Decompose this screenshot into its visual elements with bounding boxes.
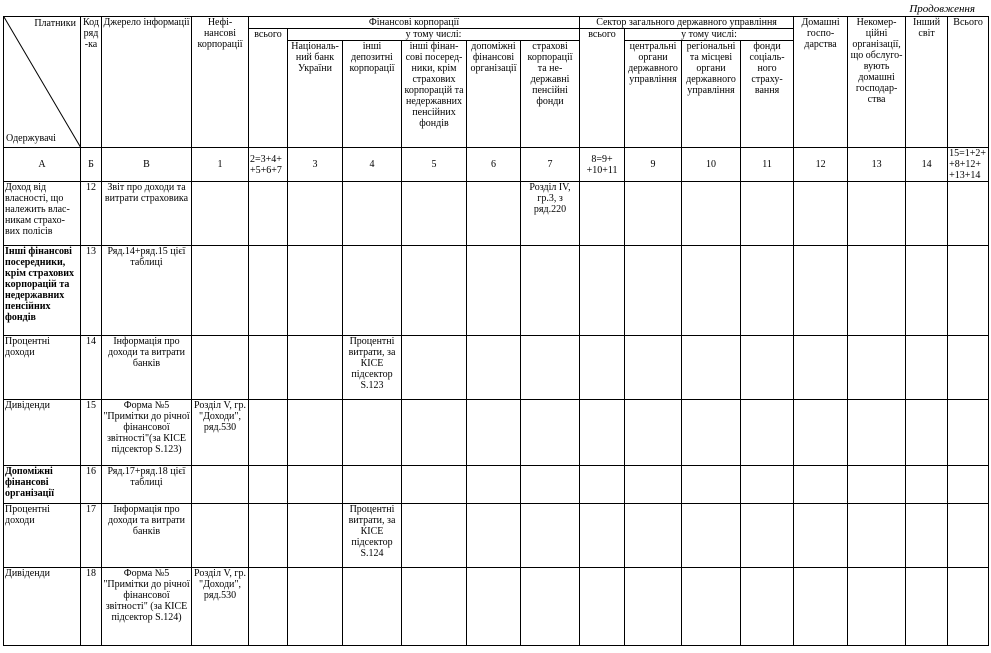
row-label: Дивіденди bbox=[4, 568, 81, 646]
table-cell bbox=[741, 466, 794, 504]
table-cell bbox=[625, 400, 682, 466]
table-cell bbox=[288, 504, 343, 568]
table-row bbox=[4, 246, 989, 336]
row-label: Інші фінансові посередники, крім страхових корпорацій та недержавних пенсійних фондів bbox=[4, 246, 81, 336]
table-cell bbox=[682, 246, 741, 336]
index-cell: 10 bbox=[682, 148, 741, 182]
cell-deposit bbox=[343, 246, 402, 336]
table-cell bbox=[682, 466, 741, 504]
regional-gov-header: регіональні та місцеві органи державного управління bbox=[682, 41, 741, 148]
table-cell bbox=[467, 400, 521, 466]
table-cell bbox=[948, 504, 989, 568]
table-cell bbox=[906, 568, 948, 646]
index-cell: Б bbox=[81, 148, 102, 182]
table-cell bbox=[402, 182, 467, 246]
table-cell bbox=[288, 466, 343, 504]
fin-total-header: всього bbox=[249, 29, 288, 148]
table-cell bbox=[467, 246, 521, 336]
cell-nonfin bbox=[192, 466, 249, 504]
header-corner bbox=[4, 17, 81, 148]
continuation-label: Продовження bbox=[909, 3, 975, 15]
table-cell bbox=[249, 246, 288, 336]
table-cell bbox=[906, 466, 948, 504]
insurance-header: страхові корпорації та не-державні пенсійні фонди bbox=[521, 41, 580, 148]
table-cell bbox=[249, 336, 288, 400]
index-cell: 7 bbox=[521, 148, 580, 182]
table-cell bbox=[948, 400, 989, 466]
cell-nonfin: Розділ V, гр. "Доходи", ряд.530 bbox=[192, 568, 249, 646]
table-row bbox=[4, 466, 989, 504]
index-cell: 13 bbox=[848, 148, 906, 182]
table-cell bbox=[402, 504, 467, 568]
table-cell bbox=[625, 504, 682, 568]
payers-label: Платники bbox=[34, 18, 76, 29]
table-cell bbox=[625, 336, 682, 400]
table-cell bbox=[948, 336, 989, 400]
table-cell bbox=[402, 466, 467, 504]
table-cell bbox=[948, 466, 989, 504]
cell-deposit bbox=[343, 182, 402, 246]
index-cell: 11 bbox=[741, 148, 794, 182]
cell-insurance bbox=[521, 466, 580, 504]
table-cell bbox=[794, 400, 848, 466]
deposit-corp-header: інші депозитні корпорації bbox=[343, 41, 402, 148]
cell-nonfin bbox=[192, 336, 249, 400]
table-cell bbox=[741, 336, 794, 400]
table-cell bbox=[625, 246, 682, 336]
table-cell bbox=[906, 504, 948, 568]
table-row bbox=[4, 336, 989, 400]
table-cell bbox=[402, 246, 467, 336]
cell-nonfin bbox=[192, 182, 249, 246]
rest-of-world-header: Інший світ bbox=[906, 17, 948, 148]
social-fund-header: фонди соціаль-ного страху-вання bbox=[741, 41, 794, 148]
table-cell bbox=[249, 182, 288, 246]
index-cell: 9 bbox=[625, 148, 682, 182]
row-label: Дивіденди bbox=[4, 400, 81, 466]
table-cell bbox=[741, 568, 794, 646]
table-cell bbox=[249, 504, 288, 568]
row-code: 12 bbox=[81, 182, 102, 246]
row-code: 18 bbox=[81, 568, 102, 646]
source-header: Джерело інформації bbox=[102, 17, 192, 148]
table-cell bbox=[580, 246, 625, 336]
table-cell bbox=[906, 336, 948, 400]
table-cell bbox=[580, 466, 625, 504]
cell-insurance: Розділ IV, гр.3, з ряд.220 bbox=[521, 182, 580, 246]
cell-deposit bbox=[343, 400, 402, 466]
table-cell bbox=[402, 336, 467, 400]
row-source: Ряд.14+ряд.15 цієї таблиці bbox=[102, 246, 192, 336]
index-cell: 8=9+ +10+11 bbox=[580, 148, 625, 182]
cell-insurance bbox=[521, 400, 580, 466]
gov-incl-header: у тому числі: bbox=[625, 29, 794, 41]
index-cell: 3 bbox=[288, 148, 343, 182]
table-cell bbox=[249, 466, 288, 504]
total-header: Всього bbox=[948, 17, 989, 148]
row-code: 17 bbox=[81, 504, 102, 568]
row-source: Ряд.17+ряд.18 цієї таблиці bbox=[102, 466, 192, 504]
cell-deposit: Процентні витрати, за КІСЕ підсектор S.123 bbox=[343, 336, 402, 400]
table-cell bbox=[682, 182, 741, 246]
other-fin-header: інші фінан-сові посеред-ники, крім страхових корпорацій та недержавних пенсійних фондів bbox=[402, 41, 467, 148]
row-source: Форма №5 "Примітки до річної фінансової звітності" (за КІСЕ підсектор S.124) bbox=[102, 568, 192, 646]
table-cell bbox=[794, 568, 848, 646]
cross-tab-table bbox=[3, 16, 989, 646]
table-cell bbox=[848, 400, 906, 466]
table-cell bbox=[848, 466, 906, 504]
row-label: Процентні доходи bbox=[4, 504, 81, 568]
index-cell: 5 bbox=[402, 148, 467, 182]
cell-nonfin bbox=[192, 504, 249, 568]
npish-header: Некомер-ційні організації, що обслуго-вують домашні господар-ства bbox=[848, 17, 906, 148]
table-cell bbox=[249, 400, 288, 466]
table-cell bbox=[580, 568, 625, 646]
row-source: Форма №5 "Примітки до річної фінансової звітності"(за КІСЕ підсектор S.123) bbox=[102, 400, 192, 466]
row-code: 15 bbox=[81, 400, 102, 466]
table-cell bbox=[906, 400, 948, 466]
table-cell bbox=[682, 400, 741, 466]
table-cell bbox=[848, 568, 906, 646]
cell-deposit: Процентні витрати, за КІСЕ підсектор S.124 bbox=[343, 504, 402, 568]
government-sector-header: Сектор загального державного управління bbox=[580, 17, 794, 29]
row-code: 14 bbox=[81, 336, 102, 400]
data-rows bbox=[4, 182, 989, 646]
table-cell bbox=[467, 504, 521, 568]
table-cell bbox=[288, 400, 343, 466]
table-cell bbox=[848, 182, 906, 246]
cell-insurance bbox=[521, 504, 580, 568]
cell-insurance bbox=[521, 246, 580, 336]
cell-deposit bbox=[343, 568, 402, 646]
table-cell bbox=[741, 504, 794, 568]
table-cell bbox=[906, 182, 948, 246]
table-cell bbox=[580, 400, 625, 466]
table-cell bbox=[794, 182, 848, 246]
table-cell bbox=[794, 336, 848, 400]
row-source: Звіт про доходи та витрати страховика bbox=[102, 182, 192, 246]
code-header: Код ряд-ка bbox=[81, 17, 102, 148]
column-index-row bbox=[4, 148, 989, 182]
table-cell bbox=[948, 182, 989, 246]
table-cell bbox=[948, 568, 989, 646]
recipients-label: Одержувачі bbox=[6, 133, 56, 144]
table-cell bbox=[741, 246, 794, 336]
row-source: Інформація про доходи та витрати банків bbox=[102, 504, 192, 568]
table-cell bbox=[402, 400, 467, 466]
table-cell bbox=[794, 246, 848, 336]
index-cell: 2=3+4+ +5+6+7 bbox=[249, 148, 288, 182]
table-cell bbox=[288, 568, 343, 646]
nbu-header: Національ-ний банк України bbox=[288, 41, 343, 148]
table-cell bbox=[682, 504, 741, 568]
index-cell: 14 bbox=[906, 148, 948, 182]
cell-insurance bbox=[521, 336, 580, 400]
cell-insurance bbox=[521, 568, 580, 646]
table-cell bbox=[288, 182, 343, 246]
table-cell bbox=[625, 466, 682, 504]
table-cell bbox=[402, 568, 467, 646]
table-row bbox=[4, 504, 989, 568]
index-cell: 6 bbox=[467, 148, 521, 182]
corner-diagonal bbox=[4, 17, 81, 148]
aux-fin-header: допоміжні фінансові організації bbox=[467, 41, 521, 148]
table-row bbox=[4, 400, 989, 466]
table-cell bbox=[580, 504, 625, 568]
table-cell bbox=[288, 246, 343, 336]
index-cell: 12 bbox=[794, 148, 848, 182]
cell-deposit bbox=[343, 466, 402, 504]
table-cell bbox=[467, 568, 521, 646]
fin-incl-header: у тому числі: bbox=[288, 29, 580, 41]
table-cell bbox=[848, 504, 906, 568]
table-cell bbox=[288, 336, 343, 400]
table-cell bbox=[682, 336, 741, 400]
nonfinancial-header: Нефі-нансові корпорації bbox=[192, 17, 249, 148]
table-cell bbox=[467, 466, 521, 504]
table-cell bbox=[794, 504, 848, 568]
central-gov-header: центральні органи державного управління bbox=[625, 41, 682, 148]
table-cell bbox=[848, 336, 906, 400]
table-cell bbox=[580, 336, 625, 400]
index-cell: 4 bbox=[343, 148, 402, 182]
row-label: Процентні доходи bbox=[4, 336, 81, 400]
index-cell: А bbox=[4, 148, 81, 182]
row-label: Доход від власності, що належить влас-никам страхо-вих полісів bbox=[4, 182, 81, 246]
row-label: Допоміжні фінансові організації bbox=[4, 466, 81, 504]
index-cell: В bbox=[102, 148, 192, 182]
table-cell bbox=[948, 246, 989, 336]
index-cell: 15=1+2+ +8+12+ +13+14 bbox=[948, 148, 989, 182]
cell-nonfin: Розділ V, гр. "Доходи", ряд.530 bbox=[192, 400, 249, 466]
row-code: 16 bbox=[81, 466, 102, 504]
table-cell bbox=[580, 182, 625, 246]
row-source: Інформація про доходи та витрати банків bbox=[102, 336, 192, 400]
table-cell bbox=[625, 568, 682, 646]
index-cell: 1 bbox=[192, 148, 249, 182]
table-row bbox=[4, 182, 989, 246]
table-row bbox=[4, 568, 989, 646]
gov-total-header: всього bbox=[580, 29, 625, 148]
table-cell bbox=[741, 400, 794, 466]
table-cell bbox=[467, 182, 521, 246]
table-cell bbox=[249, 568, 288, 646]
table-cell bbox=[906, 246, 948, 336]
cell-nonfin bbox=[192, 246, 249, 336]
table-cell bbox=[682, 568, 741, 646]
table-cell bbox=[794, 466, 848, 504]
table-cell bbox=[625, 182, 682, 246]
row-code: 13 bbox=[81, 246, 102, 336]
table-cell bbox=[741, 182, 794, 246]
table-cell bbox=[467, 336, 521, 400]
table-cell bbox=[848, 246, 906, 336]
households-header: Домашні госпо-дарства bbox=[794, 17, 848, 148]
financial-corporations-header: Фінансові корпорації bbox=[249, 17, 580, 29]
